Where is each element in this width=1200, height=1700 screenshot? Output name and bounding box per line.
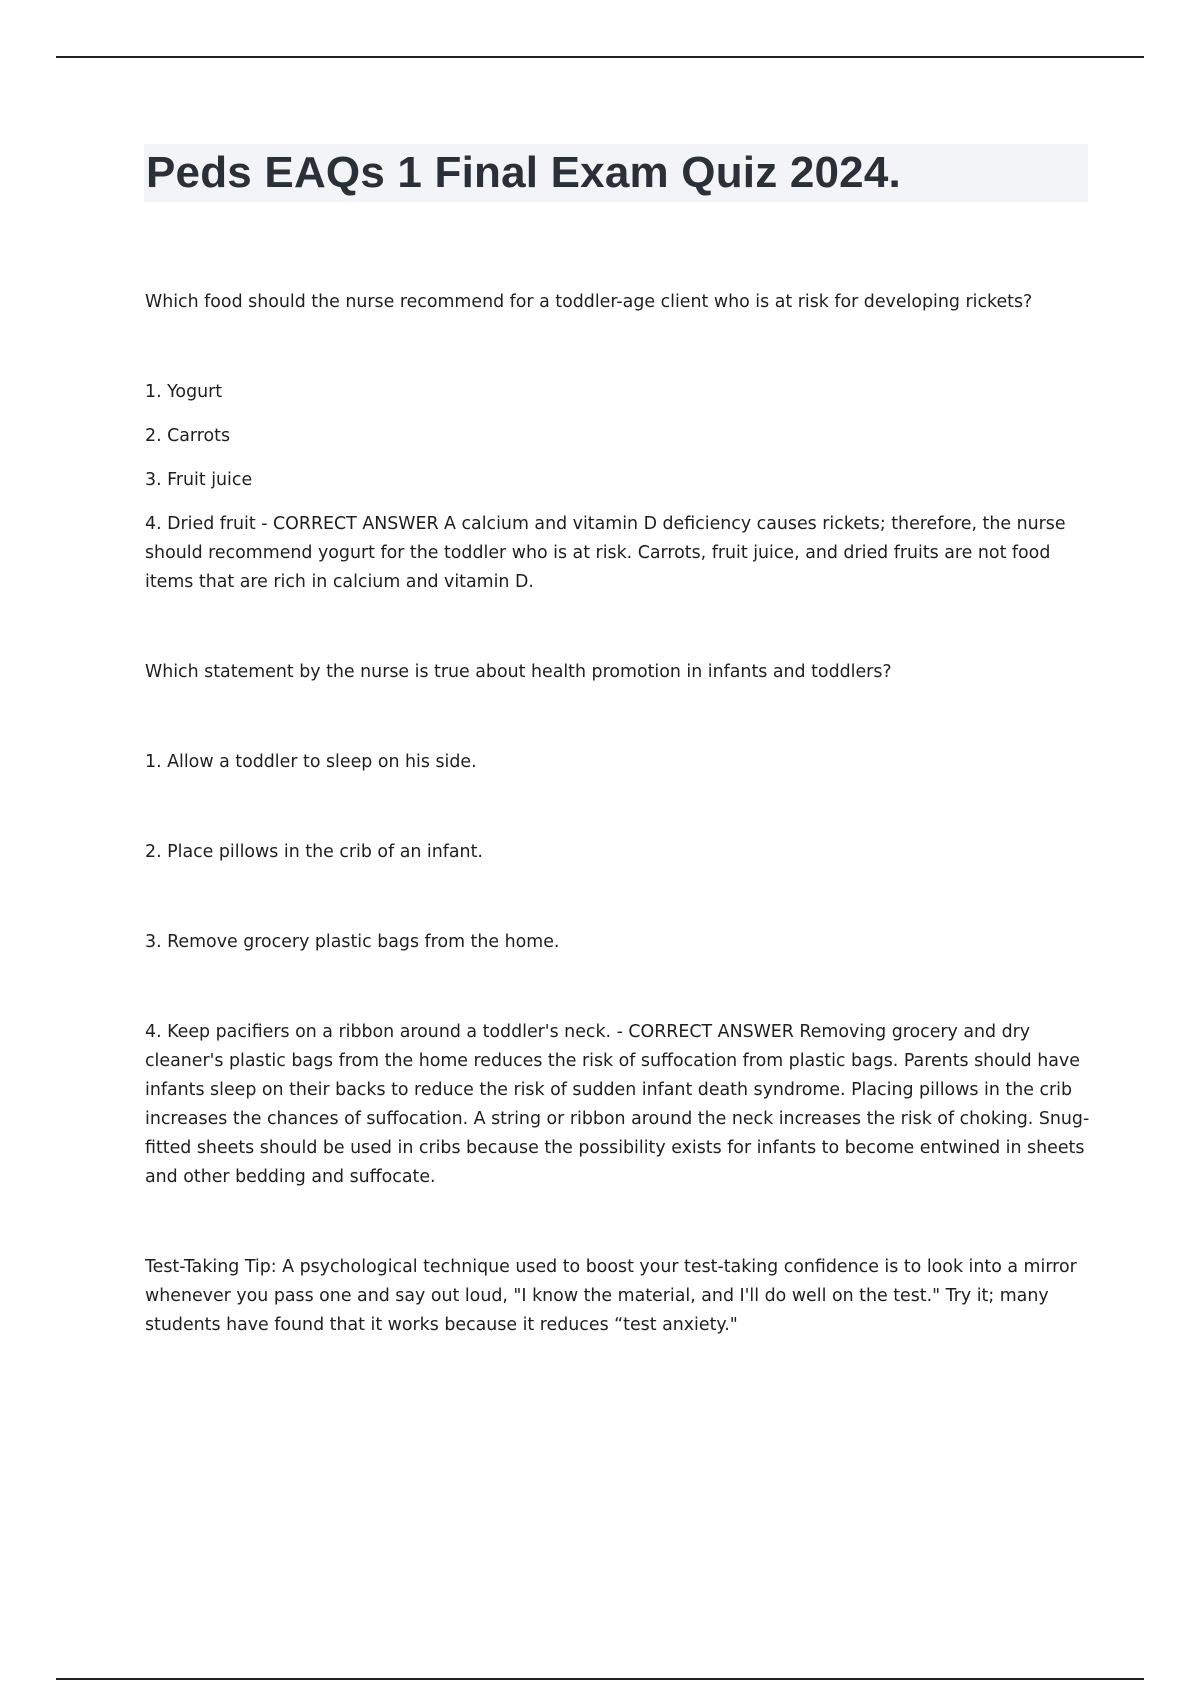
question-1-option-3: 3. Fruit juice [145,470,253,490]
test-taking-tip: Test-Taking Tip: A psychological technique used to boost your test-taking confidence is to look into a mirror whenever you pass one and say out loud, "I know the material, and I'll do well on the test." Try it; many students have found that it works because it reduces “test anxiety." [145,1257,1077,1335]
document-body [145,288,1095,1340]
question-2-option-2: 2. Place pillows in the crib of an infant. [145,842,483,862]
question-1-option-1: 1. Yogurt [145,382,223,402]
top-rule [56,56,1144,58]
question-1-prompt: Which food should the nurse recommend for a toddler-age client who is at risk for developing rickets? [145,292,1033,312]
question-2-prompt: Which statement by the nurse is true about health promotion in infants and toddlers? [145,662,892,682]
question-2-option-3: 3. Remove grocery plastic bags from the home. [145,932,560,952]
question-2-option-1: 1. Allow a toddler to sleep on his side. [145,752,477,772]
bottom-rule [56,1678,1144,1680]
question-1-option-4-answer: 4. Dried fruit - CORRECT ANSWER A calcium and vitamin D deficiency causes rickets; therefore, the nurse should recommend yogurt for the toddler who is at risk. Carrots, fruit juice, and dried fruits are not food items that are rich in calcium and vitamin D. [145,514,1066,592]
page-title: Peds EAQs 1 Final Exam Quiz 2024. [146,148,901,197]
question-2-option-4-answer: 4. Keep pacifiers on a ribbon around a toddler's neck. - CORRECT ANSWER Removing grocery and dry cleaner's plastic bags from the home reduces the risk of suffocation from plastic bags. Parents should have infants sleep on their backs to reduce the risk of sudden infant death syndrome. Placing pillows in the crib increases the chances of suffocation. A string or ribbon around the neck increases the risk of choking. Snug-fitted sheets should be used in cribs because the possibility exists for infants to become entwined in sheets and other bedding and suffocate. [145,1022,1090,1187]
question-1-option-2: 2. Carrots [145,426,231,446]
